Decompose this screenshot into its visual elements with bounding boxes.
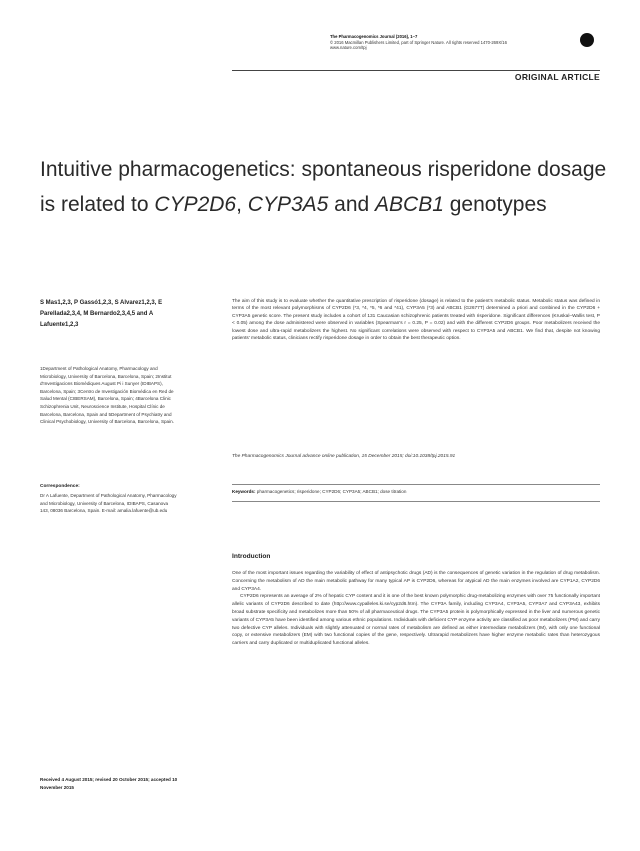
title-part-3: genotypes (443, 193, 547, 216)
section-label: ORIGINAL ARTICLE (514, 72, 600, 82)
received-dates: Received 4 August 2015; revised 20 October 2015; accepted 10 November 2015 (40, 777, 178, 790)
author-list: S Mas1,2,3, P Gassó1,2,3, S Alvarez1,2,3, E Parellada2,3,4, M Bernardo2,3,4,5 and A Lafuente1,2,3 (40, 300, 163, 328)
journal-logo-icon (580, 33, 594, 47)
title-gene-cyp2d6: CYP2D6 (154, 193, 237, 216)
title-separator: , (236, 193, 248, 216)
abstract: The aim of this study is to evaluate whether the quantitative prescription of risperidone (dosage) is related to the patient's metabolic status. Metabolic status was defined in terms of the most relevant polymorphisms of CYP2D6 (*3, *4, *5, *6 and *41), CYP3A5 (*3) and ABCB1 (G2677T) determined a priori and combined in the CYP2D6 + CYP3A5 genetic score. The present study includes a cohort of 131 Caucasian schizophrenic patients treated with risperidone. Significant differences (Kruskal–Wallis test, P < 0.05) among the dose administered were observed in variables (Spearman's r = 0.25, P = 0.02) and with the different CYP2D6 groups. Poor metabolizers received the lowest dose and ultra-rapid metabolizers the highest. No significant correlations were observed with respect to CYP3A5 and ABCB1. We find that, despite not knowing patients' metabolic status, clinicians rectify risperidone dosage in order to obtain the best therapeutic option. (232, 299, 600, 342)
keywords-label: Keywords: (232, 489, 256, 494)
title-part-2: and (328, 193, 376, 216)
keywords-bottom-rule (232, 501, 600, 502)
intro-paragraph: CYP2D6 represents an average of 2% of hepatic CYP content and it is one of the best known polymorphic drug-metabolizing enzymes with over 75 functionally important allelic variants of CYP2D6 described to date (http://www.cypalleles.ki.se/cyp2d6.htm). The CYP3A family, including CYP3A4, CYP3A5, CYP3A7 and CYP3A43, exhibits broad substrate specificity and metabolizes more than 50% of all pharmaceutical drugs. The CYP3A5 protein is polymorphically expressed in the liver and numerous genetic variants of CYP3A5 have been identified among various ethnic populations. Individuals with deficient CYP enzyme activity are classified as poor metabolizers (PM) and carry two defective CYP alleles. Individuals with slightly attenuated or normal rates of metabolism are defined as either intermediate metabolizers (IM), with only one functional copy, or extensive metabolizers (EM) with two functional copies of the gene, respectively. Ultrarapid metabolizers have higher enzyme metabolic rates than heterozygous carriers and carry duplicated or multiduplicated functional alleles. (232, 594, 600, 647)
introduction-body (232, 570, 600, 842)
intro-paragraph: One of the most important issues regarding the variability of effect of antipsychotic drugs (AD) is the consequences of genetic variation in the regulation of drug metabolism. Concerning the metabolism of AD the main metabolic pathway for many typical AP is CYP2D6, whereas for atypical AD the main enzymes involved are CYP1A2, CYP2D6 and CYP3A4. (232, 571, 600, 592)
correspondence-text: Dr A Lafuente, Department of Pathological Anatomy, Pharmacology and Microbiology, University of Barcelona, IDIBAPS, Casanova 143, 08036 Barcelona, Spain. E-mail: amalia.lafuente@ub.edu (40, 493, 177, 514)
introduction-heading: Introduction (232, 553, 271, 560)
journal-url-line: www.nature.com/tpj (330, 45, 367, 51)
keywords-text: pharmacogenetics; risperidone; CYP2D6; CYP3A5; ABCB1; dose titration (256, 489, 407, 494)
affiliations: 1Department of Pathological Anatomy, Pharmacology and Microbiology, University of Barcelona, Barcelona, Spain; 2Institut d'Investigacions Biomèdiques August Pi i Sunyer (IDIBAPS), Barcelona, Spain; 3Centro de Investigación Biomédica en Red de Salud Mental (CIBERSAM), Barcelona, Spain; 4Barcelona Clinic Schizophrenia Unit, Neuroscience Institute, Hospital Clínic de Barcelona, Barcelona, Spain and 5Department of Psychiatry and Clinical Psychobiology, University of Barcelona, Barcelona, Spain. (40, 366, 174, 425)
journal-meta (330, 34, 570, 51)
title-gene-cyp3a5: CYP3A5 (247, 193, 329, 216)
keywords-top-rule (232, 484, 600, 485)
title-part-1: Intuitive pharmacogenetics: spontaneous risperidone dosage is related to (40, 158, 607, 216)
title-gene-abcb1: ABCB1 (375, 193, 444, 216)
keywords (232, 489, 600, 494)
header-rule (232, 70, 600, 71)
citation-line: The Pharmacogenomics Journal advance online publication, 15 December 2015; doi:10.1038/tpj.2015.91 (232, 454, 456, 459)
article-title (40, 152, 615, 222)
correspondence-heading: Correspondence: (40, 484, 80, 489)
journal-name-line: The Pharmacogenomics Journal (2016), 1–7 (330, 34, 418, 39)
copyright-line: © 2016 Macmillan Publishers Limited, part of Springer Nature. All rights reserved 1470-269X/16 (330, 39, 507, 45)
